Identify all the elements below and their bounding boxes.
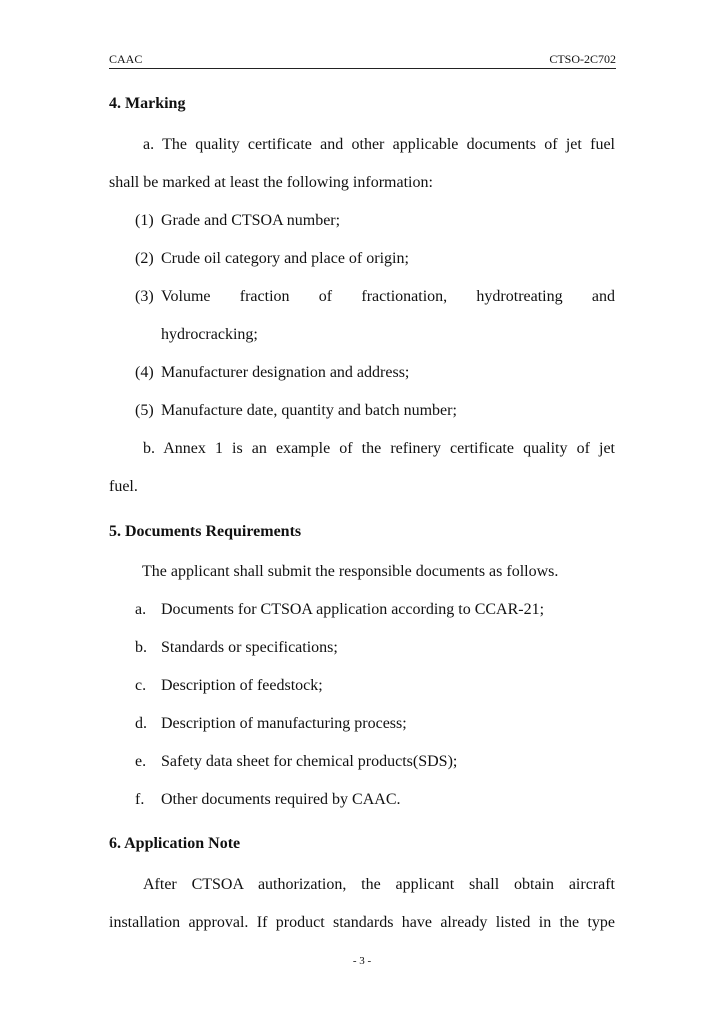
doc-item-a-text: Documents for CTSOA application according to CCAR-21; bbox=[161, 601, 545, 618]
doc-item-f-label: f. bbox=[135, 791, 145, 808]
doc-item-b-label: b. bbox=[135, 639, 147, 656]
doc-item-d-text: Description of manufacturing process; bbox=[161, 715, 407, 732]
item-5-text: Manufacture date, quantity and batch number; bbox=[161, 402, 457, 419]
header-right: CTSO-2C702 bbox=[549, 52, 616, 66]
item-3-number: (3) bbox=[135, 288, 154, 305]
item-2-text: Crude oil category and place of origin; bbox=[161, 250, 409, 267]
doc-item-e-label: e. bbox=[135, 753, 147, 770]
item-3-text-line-2: hydrocracking; bbox=[161, 326, 258, 343]
paragraph-a-line-1: a. The quality certificate and other applicable documents of jet fuel bbox=[143, 136, 615, 153]
section-5-intro: The applicant shall submit the responsible documents as follows. bbox=[142, 563, 559, 580]
section-4-heading: 4. Marking bbox=[109, 95, 186, 112]
page-number: - 3 - bbox=[352, 955, 372, 967]
doc-item-a-label: a. bbox=[135, 601, 147, 618]
paragraph-a-line-2: shall be marked at least the following information: bbox=[109, 174, 433, 191]
section-6-line-2: installation approval. If product standards have already listed in the type bbox=[109, 914, 615, 931]
doc-item-c-label: c. bbox=[135, 677, 147, 694]
doc-item-e-text: Safety data sheet for chemical products(SDS); bbox=[161, 753, 458, 770]
section-5-heading: 5. Documents Requirements bbox=[109, 523, 302, 540]
section-6-line-1: After CTSOA authorization, the applicant shall obtain aircraft bbox=[143, 876, 615, 893]
item-3-text-line-1: Volume fraction of fractionation, hydrotreating and bbox=[161, 288, 615, 305]
item-2-number: (2) bbox=[135, 250, 154, 267]
item-5-number: (5) bbox=[135, 402, 154, 419]
item-1-text: Grade and CTSOA number; bbox=[161, 212, 341, 229]
item-4-text: Manufacturer designation and address; bbox=[161, 364, 410, 381]
doc-item-d-label: d. bbox=[135, 715, 147, 732]
header-left: CAAC bbox=[109, 52, 143, 66]
doc-item-b-text: Standards or specifications; bbox=[161, 639, 338, 656]
paragraph-b-line-1: b. Annex 1 is an example of the refinery certificate quality of jet bbox=[143, 440, 615, 457]
paragraph-b-line-2: fuel. bbox=[109, 478, 138, 495]
item-1-number: (1) bbox=[135, 212, 154, 229]
doc-item-c-text: Description of feedstock; bbox=[161, 677, 323, 694]
section-6-heading: 6. Application Note bbox=[109, 835, 241, 852]
doc-item-f-text: Other documents required by CAAC. bbox=[161, 791, 401, 808]
item-4-number: (4) bbox=[135, 364, 154, 381]
header-rule bbox=[109, 68, 616, 69]
